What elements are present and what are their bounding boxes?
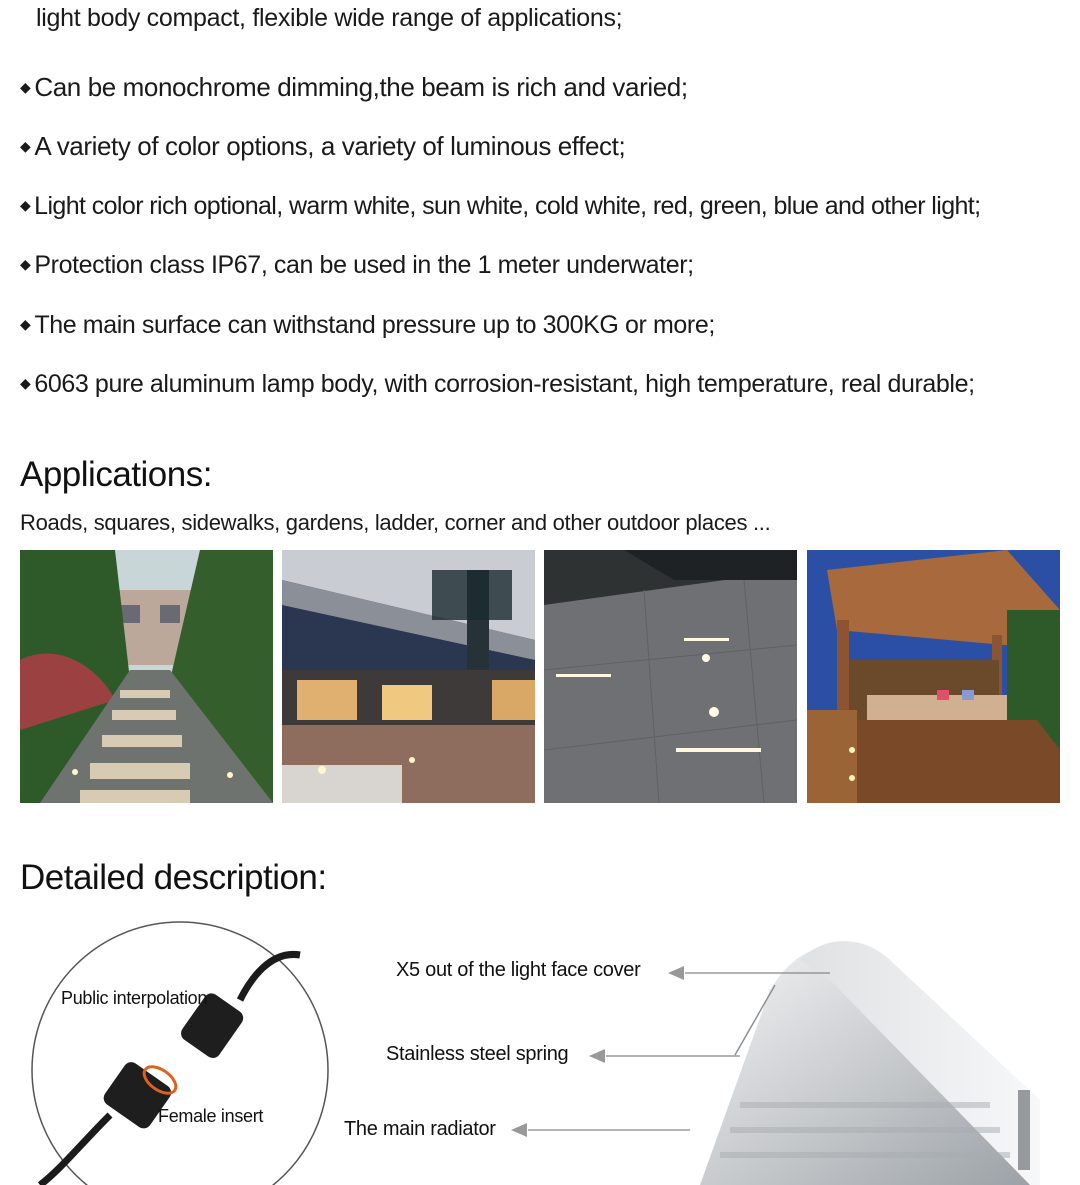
feature-text: Light color rich optional, warm white, sun white, cold white, red, green, blue and other light; xyxy=(34,192,981,220)
feature-item xyxy=(20,192,981,221)
radiator-label: The main radiator xyxy=(344,1118,496,1140)
details-heading: Detailed description: xyxy=(20,858,327,897)
public-interpolation-label: Public interpolation xyxy=(61,988,208,1008)
garden-path-photo xyxy=(20,550,273,803)
feature-item xyxy=(20,72,688,103)
plaza-canopy-photo xyxy=(282,550,535,803)
product-diagram xyxy=(0,900,1080,1185)
feature-item xyxy=(20,311,715,340)
female-insert-label: Female insert xyxy=(158,1106,264,1126)
feature-item xyxy=(20,131,625,162)
bullet-icon: ◆ xyxy=(20,79,31,95)
cover-label: X5 out of the light face cover xyxy=(396,959,641,981)
feature-text: A variety of color options, a variety of luminous effect; xyxy=(34,131,626,161)
bullet-icon: ◆ xyxy=(20,197,31,213)
granite-floor-photo xyxy=(544,550,797,803)
bullet-icon: ◆ xyxy=(20,138,31,154)
feature-text: The main surface can withstand pressure up to 300KG or more; xyxy=(34,311,715,339)
feature-text: Protection class IP67, can be used in the 1 meter underwater; xyxy=(34,251,694,279)
bullet-icon: ◆ xyxy=(20,256,31,272)
bullet-icon: ◆ xyxy=(20,316,31,332)
wooden-pergola-photo xyxy=(807,550,1060,803)
intro-last-line: light body compact, flexible wide range of applications; xyxy=(36,4,623,32)
applications-description: Roads, squares, sidewalks, gardens, ladder, corner and other outdoor places ... xyxy=(20,510,771,535)
feature-item xyxy=(20,370,975,399)
feature-item xyxy=(20,251,694,280)
applications-heading: Applications: xyxy=(20,455,212,494)
feature-text: 6063 pure aluminum lamp body, with corrosion-resistant, high temperature, real durable; xyxy=(34,370,975,398)
feature-text: Can be monochrome dimming,the beam is rich and varied; xyxy=(34,72,688,102)
spring-label: Stainless steel spring xyxy=(386,1043,569,1065)
bullet-icon: ◆ xyxy=(20,375,31,391)
